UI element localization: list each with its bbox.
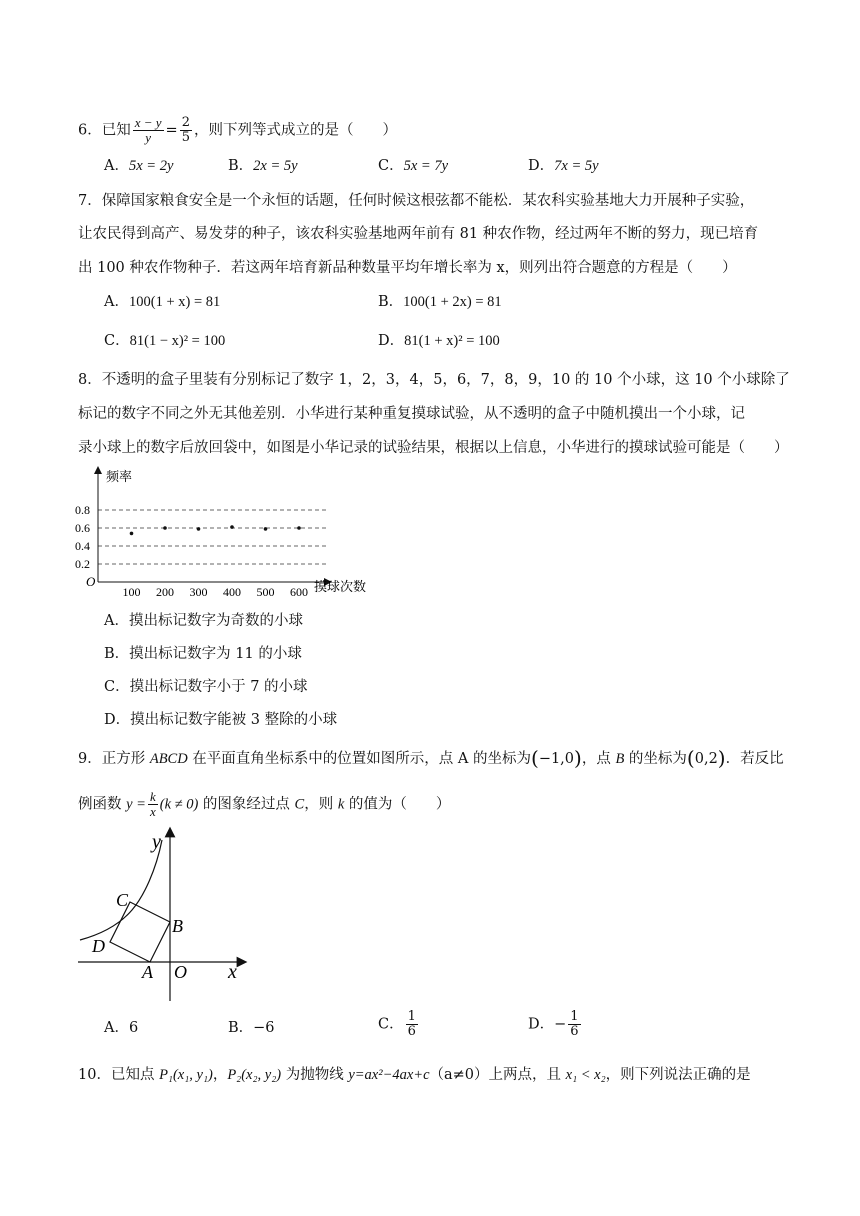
q7-option-c[interactable] xyxy=(104,331,225,351)
q9-coord-b: 0,2 xyxy=(694,751,718,767)
option-label: C． xyxy=(378,1016,404,1033)
data-point xyxy=(197,527,201,531)
y-tick-label: 0.6 xyxy=(75,521,90,535)
fig-label-a: A xyxy=(142,962,153,982)
option-text: 7x = 5y xyxy=(554,158,599,174)
q9-text: 例函数 xyxy=(78,796,127,813)
q9-option-d[interactable] xyxy=(528,1010,583,1039)
q9-text: 9．正方形 xyxy=(78,751,150,767)
q9-c: C xyxy=(294,796,305,813)
q10-text: 为抛物线 xyxy=(281,1067,349,1083)
x-tick-label: 300 xyxy=(189,585,208,598)
fig-label-y: y xyxy=(152,831,161,853)
chart-gridlines xyxy=(98,510,328,564)
option-text: −6 xyxy=(253,1020,275,1036)
option-label: B． xyxy=(104,646,130,662)
option-label: C． xyxy=(104,333,130,349)
q10-parabola: y=ax²−4ax+c xyxy=(348,1067,430,1083)
option-label: B． xyxy=(228,158,254,174)
x-tick-label: 600 xyxy=(290,585,308,598)
option-text: 6 xyxy=(128,1020,139,1036)
q10-text: 上两点，且 xyxy=(488,1067,566,1083)
fig-label-c: C xyxy=(116,890,129,910)
x-axis-label: 摸球次数 xyxy=(314,579,367,594)
x-tick-label: 200 xyxy=(156,585,174,598)
square-abcd xyxy=(110,902,170,962)
option-fraction xyxy=(568,1010,580,1039)
fig-label-b: B xyxy=(172,916,183,936)
q7-line-1: 7．保障国家粮食安全是一个永恒的话题，任何时候这根弦都不能松．某农科实验基地大力开展种子实验， xyxy=(78,193,755,209)
data-point xyxy=(297,526,301,530)
option-label: A． xyxy=(104,613,129,629)
frac-den: 6 xyxy=(570,1024,579,1039)
x-tick-label: 500 xyxy=(256,585,275,598)
q8-line-2: 标记的数字不同之外无其他差别．小华进行某种重复摸球试验，从不透明的盒子中随机摸出一个小球，记 xyxy=(78,406,745,422)
q10-ineq: x₁ < x₂ xyxy=(565,1067,606,1083)
chart-ticks xyxy=(75,503,308,598)
q9-text: 在平面直角坐标系中的位置如图所示，点 A 的坐标为 xyxy=(187,751,531,767)
fig-label-x: x xyxy=(228,961,237,983)
option-label: B． xyxy=(378,294,404,310)
q7-option-d[interactable] xyxy=(378,331,500,351)
q9-k: k xyxy=(337,796,345,813)
q8-line-3: 录小球上的数字后放回袋中，如图是小华记录的试验结果，根据以上信息，小华进行的摸球试验可能是（ ） xyxy=(78,440,789,456)
q9-text: 的坐标为 xyxy=(624,751,687,767)
q10-line-1 xyxy=(78,1065,751,1085)
q8-option-c[interactable] xyxy=(104,677,308,697)
option-label: D． xyxy=(528,1016,555,1033)
q9-abcd: ABCD xyxy=(149,751,188,767)
q9-option-c[interactable] xyxy=(378,1010,420,1039)
option-text: 81(1 − x)² = 100 xyxy=(129,333,226,349)
q9-b: B xyxy=(615,751,625,767)
option-label: A． xyxy=(104,1020,129,1036)
q9-text: ，点 xyxy=(581,751,616,767)
q6-option-c[interactable] xyxy=(378,156,448,176)
option-text: 摸出标记数字能被 3 整除的小球 xyxy=(130,712,338,728)
q6-fraction-1 xyxy=(133,116,164,145)
q9-text: 的图象经过点 xyxy=(198,796,295,813)
option-text: 81(1 + x)² = 100 xyxy=(404,333,500,349)
x-tick-label: 100 xyxy=(122,585,141,598)
x-tick-label: 400 xyxy=(223,585,241,598)
q6-prefix: 6．已知 xyxy=(78,122,131,139)
option-text: 5x = 7y xyxy=(403,158,449,174)
data-point xyxy=(130,532,134,536)
q8-option-d[interactable] xyxy=(104,710,337,730)
data-point xyxy=(230,525,234,529)
frac-num: 1 xyxy=(407,1009,416,1024)
option-label: A． xyxy=(104,158,129,174)
q6-frac2-den: 5 xyxy=(181,130,190,145)
y-tick-label: 0.8 xyxy=(75,503,90,517)
q9-line-2 xyxy=(78,790,450,819)
option-text: 摸出标记数字为奇数的小球 xyxy=(128,613,303,629)
data-point xyxy=(163,526,167,530)
option-label: C． xyxy=(378,158,404,174)
option-text: 摸出标记数字为 11 的小球 xyxy=(129,646,302,662)
q10-text: ， xyxy=(212,1067,228,1083)
q10-p2: P₂(x₂, y₂) xyxy=(227,1067,282,1083)
q9-text: ，则 xyxy=(304,796,338,813)
q9-func-fraction xyxy=(148,790,158,819)
q9-text: ．若反比 xyxy=(725,751,784,767)
option-label: D． xyxy=(378,333,405,349)
q6-option-a[interactable] xyxy=(104,156,173,176)
option-label: C． xyxy=(104,679,130,695)
q9-text: 的值为（ ） xyxy=(344,796,451,813)
option-label: A． xyxy=(104,294,129,310)
q10-cond: （a≠0） xyxy=(429,1067,489,1083)
fig-label-d: D xyxy=(92,936,105,956)
option-text: 100(1 + x) = 81 xyxy=(128,294,221,310)
q6-eq: = xyxy=(165,122,178,139)
y-axis-label: 频率 xyxy=(106,469,133,484)
q9-func-cond: (k ≠ 0) xyxy=(159,796,199,813)
q9-coord-a: −1,0 xyxy=(538,751,575,767)
frequency-scatter-chart xyxy=(74,462,394,598)
option-text: 100(1 + 2x) = 81 xyxy=(403,294,502,310)
option-text: 摸出标记数字小于 7 的小球 xyxy=(129,679,308,695)
fig-label-o: O xyxy=(174,962,187,982)
y-tick-label: 0.2 xyxy=(75,557,90,571)
frac-den: 6 xyxy=(407,1024,416,1039)
chart-points xyxy=(130,525,301,535)
option-label: D． xyxy=(528,158,555,174)
q8-option-b[interactable] xyxy=(104,644,302,664)
option-label: B． xyxy=(228,1020,254,1036)
q7-line-2: 让农民得到高产、易发芽的种子，该农科实验基地两年前有 81 种农作物，经过两年不断的努力，现已培育 xyxy=(78,226,759,242)
q6-option-d[interactable] xyxy=(528,156,599,176)
option-text: 5x = 2y xyxy=(128,158,174,174)
q7-option-a[interactable] xyxy=(104,292,220,312)
option-fraction xyxy=(406,1010,418,1039)
q6-frac-num: x − y xyxy=(134,115,162,130)
q6-frac-den: y xyxy=(145,130,152,145)
q9-func-den: x xyxy=(149,804,156,819)
q10-p1: P₁(x₁, y₁) xyxy=(159,1067,213,1083)
q9-func-num: k xyxy=(149,789,156,804)
q9-option-b[interactable] xyxy=(228,1018,275,1038)
option-text: 2x = 5y xyxy=(253,158,298,174)
q8-line-1: 8．不透明的盒子里装有分别标记了数字 1，2，3，4，5，6，7，8，9，10 的 10 个小球，这 10 个小球除了 xyxy=(78,372,790,388)
y-tick-label: 0.4 xyxy=(75,539,90,553)
square-coordinate-figure xyxy=(72,826,252,1004)
q8-option-a[interactable] xyxy=(104,611,303,631)
q9-line-1: 9．正方形 ABCD 在平面直角坐标系中的位置如图所示，点 A 的坐标为(−1,0)，点 B 的坐标为(0,2)．若反比 xyxy=(78,746,784,770)
q6-frac2-num: 2 xyxy=(181,115,190,130)
q6-stem xyxy=(78,116,397,145)
frac-num: 1 xyxy=(570,1009,579,1024)
q9-option-a[interactable] xyxy=(104,1018,138,1038)
q10-text: ，则下列说法正确的是 xyxy=(605,1067,751,1083)
q9-func-y: y = xyxy=(126,796,146,813)
q6-suffix: ，则下列等式成立的是（ ） xyxy=(193,122,397,139)
q6-fraction-2 xyxy=(180,116,192,145)
q7-option-b[interactable] xyxy=(378,292,502,312)
option-sign: − xyxy=(554,1016,567,1033)
q7-line-3: 出 100 种农作物种子．若这两年培育新品种数量平均年增长率为 x，则列出符合题意的方程是（ ） xyxy=(78,260,737,276)
origin-label: O xyxy=(86,574,96,589)
q10-text: 10．已知点 xyxy=(78,1067,160,1083)
data-point xyxy=(264,527,268,531)
q6-option-b[interactable] xyxy=(228,156,298,176)
option-label: D． xyxy=(104,712,131,728)
